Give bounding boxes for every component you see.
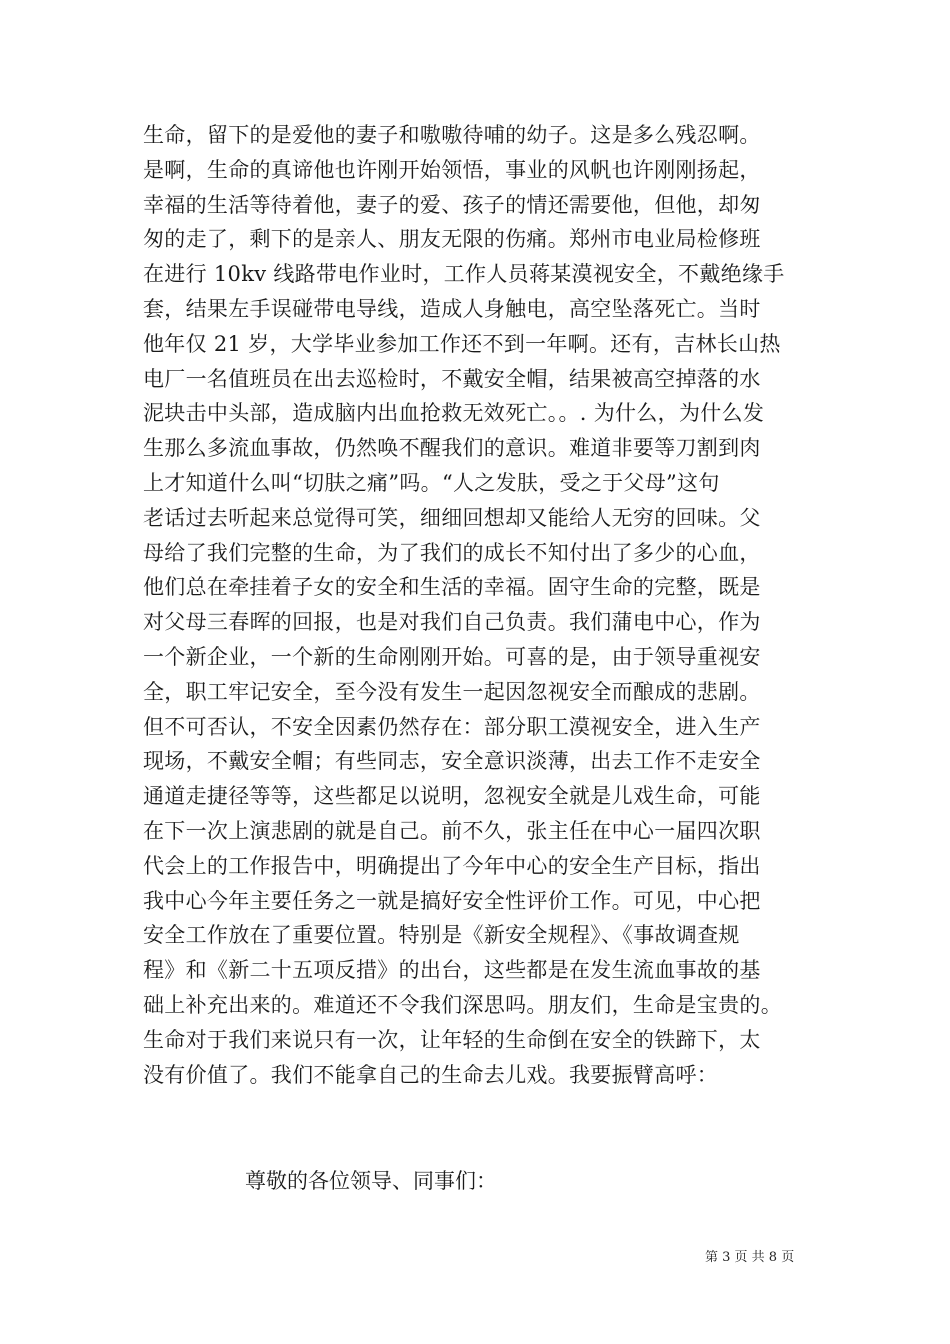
text-line: 没有价值了。我们不能拿自己的生命去儿戏。我要振臂高呼： (143, 1062, 719, 1087)
text-line: 上才知道什么叫“切肤之痛”吗。“人之发肤，受之于父母”这句 (143, 470, 720, 495)
text-line: 老话过去听起来总觉得可笑，细细回想却又能给人无穷的回味。父 (143, 505, 761, 530)
greeting-line: 尊敬的各位领导、同事们： (245, 1169, 497, 1193)
text-line: 生那么多流血事故，仍然唤不醒我们的意识。难道非要等刀割到肉 (143, 436, 761, 461)
text-line: 泥块击中头部，造成脑内出血抢救无效死亡。。. 为什么，为什么发 (143, 401, 765, 426)
text-line: 母给了我们完整的生命，为了我们的成长不知付出了多少的心血， (143, 540, 761, 565)
body-text (143, 118, 823, 1092)
text-line: 在进行 10kv 线路带电作业时，工作人员蒋某漠视安全，不戴绝缘手 (143, 262, 785, 287)
text-line: 在下一次上演悲剧的就是自己。前不久，张主任在中心一届四次职 (143, 818, 761, 843)
text-line: 全，职工牢记安全，至今没有发生一起因忽视安全而酿成的悲剧。 (143, 679, 761, 704)
text-line: 我中心今年主要任务之一就是搞好安全性评价工作。可见，中心把 (143, 888, 761, 913)
text-line: 安全工作放在了重要位置。特别是《新安全规程》、《事故调查规 (143, 923, 740, 948)
text-line: 套，结果左手误碰带电导线，造成人身触电，高空坠落死亡。当时 (143, 296, 761, 321)
text-line: 现场，不戴安全帽；有些同志，安全意识淡薄，出去工作不走安全 (143, 749, 761, 774)
text-line: 但不可否认，不安全因素仍然存在：部分职工漠视安全，进入生产 (143, 714, 761, 739)
page-number-footer: 第 3 页 共 8 页 (705, 1250, 795, 1265)
text-line: 通道走捷径等等，这些都足以说明，忽视安全就是儿戏生命，可能 (143, 784, 761, 809)
text-line: 生命，留下的是爱他的妻子和嗷嗷待哺的幼子。这是多么残忍啊。 (143, 123, 761, 147)
text-line: 电厂一名值班员在出去巡检时，不戴安全帽，结果被高空掉落的水 (143, 366, 761, 391)
text-line: 他年仅 21 岁，大学毕业参加工作还不到一年啊。还有，吉林长山热 (143, 331, 781, 356)
text-line: 对父母三春晖的回报，也是对我们自己负责。我们蒲电中心，作为 (143, 610, 761, 635)
text-line: 他们总在牵挂着子女的安全和生活的幸福。固守生命的完整，既是 (143, 575, 761, 600)
text-line: 是啊，生命的真谛他也许刚开始领悟，事业的风帆也许刚刚扬起， (143, 157, 761, 182)
text-line: 代会上的工作报告中，明确提出了今年中心的安全生产目标，指出 (143, 853, 761, 878)
text-line: 程》和《新二十五项反措》的出台，这些都是在发生流血事故的基 (143, 958, 761, 983)
text-line: 生命对于我们来说只有一次，让年轻的生命倒在安全的铁蹄下，太 (143, 1027, 761, 1052)
text-line: 匆的走了，剩下的是亲人、朋友无限的伤痛。郑州市电业局检修班 (143, 227, 761, 252)
text-line: 础上补充出来的。难道还不令我们深思吗。朋友们，生命是宝贵的。 (143, 992, 782, 1017)
text-line: 幸福的生活等待着他，妻子的爱、孩子的情还需要他，但他，却匆 (143, 192, 761, 217)
text-line: 一个新企业，一个新的生命刚刚开始。可喜的是，由于领导重视安 (143, 644, 761, 669)
